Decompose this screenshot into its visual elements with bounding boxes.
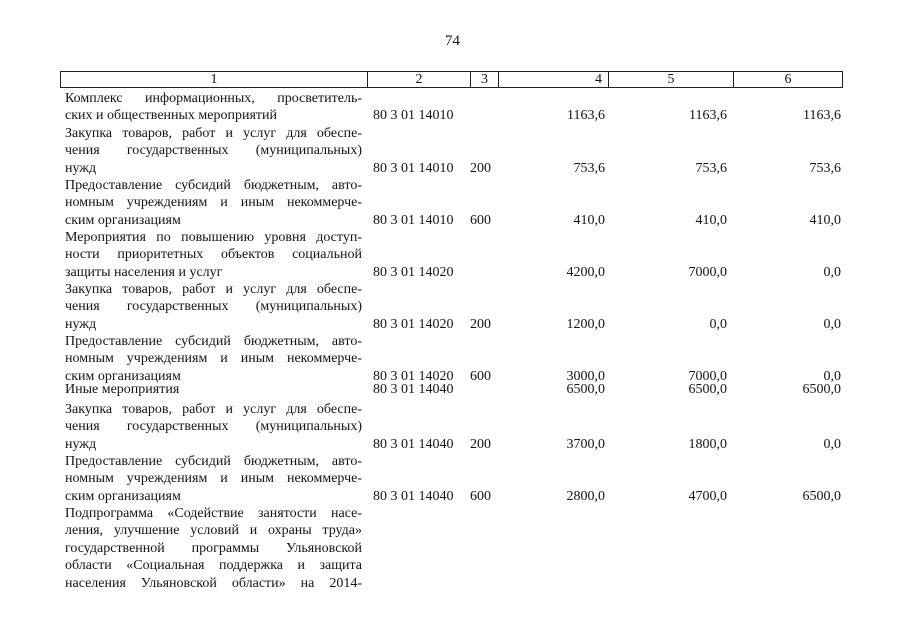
header-col-1: 1 — [61, 72, 368, 87]
row-code: 80 3 01 14040 — [373, 436, 454, 452]
description-line: чения государственных (муниципальных) — [65, 419, 362, 435]
description-line: населения Ульяновской области» на 2014- — [65, 575, 362, 591]
description-line: государственной программы Ульяновской — [65, 540, 362, 556]
row-value-2021: 753,6 — [695, 160, 727, 176]
row-value-2022: 753,6 — [809, 160, 841, 176]
description-line: ления, улучшение условий и охраны труда» — [65, 523, 362, 539]
description-line: ским организациям — [65, 488, 181, 504]
description-line: защиты населения и услуг — [65, 264, 223, 280]
row-code: 80 3 01 14020 — [373, 316, 454, 332]
row-value-2020: 1200,0 — [566, 316, 605, 332]
row-value-2021: 7000,0 — [688, 368, 727, 384]
row-value-2020: 2800,0 — [566, 488, 605, 504]
row-value-2020: 1163,6 — [567, 108, 605, 124]
description-line: Закупка товаров, работ и услуг для обеспе- — [65, 126, 362, 141]
row-expense-type: 600 — [470, 212, 491, 228]
row-description — [65, 453, 362, 505]
row-value-2022: 0,0 — [823, 436, 841, 452]
row-description — [65, 505, 362, 592]
page-number: 74 — [445, 33, 460, 49]
description-line: Иные мероприятия — [65, 382, 180, 397]
row-code: 80 3 01 14010 — [373, 212, 454, 228]
description-line: чения государственных (муниципальных) — [65, 299, 362, 315]
row-value-2021: 4700,0 — [688, 488, 727, 504]
description-line: нужд — [65, 436, 97, 452]
description-line: ности приоритетных объектов социальной — [65, 247, 362, 263]
row-expense-type: 200 — [470, 316, 491, 332]
row-value-2022: 0,0 — [823, 368, 841, 384]
description-line: Предоставление субсидий бюджетным, авто- — [65, 178, 362, 193]
row-description — [65, 90, 362, 125]
row-value-2020: 410,0 — [573, 212, 605, 228]
description-line: Предоставление субсидий бюджетным, авто- — [65, 454, 362, 469]
description-line: Предоставление субсидий бюджетным, авто- — [65, 334, 362, 349]
description-line: Закупка товаров, работ и услуг для обеспе- — [65, 402, 362, 417]
row-code: 80 3 01 14010 — [373, 160, 454, 176]
row-value-2020: 753,6 — [573, 160, 605, 176]
description-line: Закупка товаров, работ и услуг для обеспе- — [65, 282, 362, 297]
row-code: 80 3 01 14010 — [373, 108, 454, 124]
description-line: области «Социальная поддержка и защита — [65, 558, 362, 574]
row-value-2022: 410,0 — [809, 212, 841, 228]
description-line: ских и общественных мероприятий — [65, 108, 278, 124]
row-value-2020: 6500,0 — [566, 382, 605, 397]
description-line: чения государственных (муниципальных) — [65, 143, 362, 159]
row-description — [65, 125, 362, 177]
header-col-6: 6 — [784, 72, 792, 87]
row-code: 80 3 01 14020 — [373, 264, 454, 280]
row-value-2021: 1163,6 — [689, 108, 727, 124]
row-value-2020: 3000,0 — [566, 368, 605, 384]
row-code: 80 3 01 14020 — [373, 368, 454, 384]
header-col-2: 2 — [368, 72, 471, 87]
row-code: 80 3 01 14040 — [373, 488, 454, 504]
row-value-2020: 4200,0 — [566, 264, 605, 280]
row-value-2021: 410,0 — [695, 212, 727, 228]
row-value-2020: 3700,0 — [566, 436, 605, 452]
row-description — [65, 333, 362, 385]
description-line: ским организациям — [65, 368, 181, 384]
row-value-2022: 0,0 — [823, 264, 841, 280]
description-line: нужд — [65, 160, 97, 176]
description-line: ским организациям — [65, 212, 181, 228]
header-col-4: 4 — [499, 72, 609, 87]
row-value-2022: 0,0 — [823, 316, 841, 332]
row-description — [65, 281, 362, 333]
row-description — [65, 229, 362, 281]
description-line: номным учреждениям и иным некоммерче- — [65, 195, 362, 211]
description-line: нужд — [65, 316, 97, 332]
description-line: номным учреждениям и иным некоммерче- — [65, 351, 362, 367]
table-header — [60, 71, 843, 88]
row-value-2021: 0,0 — [709, 316, 727, 332]
row-value-2021: 6500,0 — [688, 382, 727, 397]
row-value-2021: 1800,0 — [688, 436, 727, 452]
description-line: Комплекс информационных, просветитель- — [65, 91, 362, 106]
row-value-2022: 6500,0 — [802, 488, 841, 504]
description-line: Подпрограмма «Содействие занятости насе- — [65, 506, 362, 521]
description-line: Мероприятия по повышению уровня доступ- — [65, 230, 362, 245]
row-expense-type: 200 — [470, 160, 491, 176]
row-description — [65, 177, 362, 229]
row-description — [65, 401, 362, 453]
row-expense-type: 600 — [470, 368, 491, 384]
header-col-5: 5 — [609, 72, 734, 87]
description-line: номным учреждениям и иным некоммерче- — [65, 471, 362, 487]
row-value-2021: 7000,0 — [688, 264, 727, 280]
row-expense-type: 200 — [470, 436, 491, 452]
row-value-2022: 6500,0 — [802, 382, 841, 397]
row-code: 80 3 01 14040 — [373, 382, 454, 397]
row-description — [65, 381, 362, 398]
row-value-2022: 1163,6 — [803, 108, 841, 124]
row-expense-type: 600 — [470, 488, 491, 504]
header-col-3: 3 — [471, 72, 499, 87]
